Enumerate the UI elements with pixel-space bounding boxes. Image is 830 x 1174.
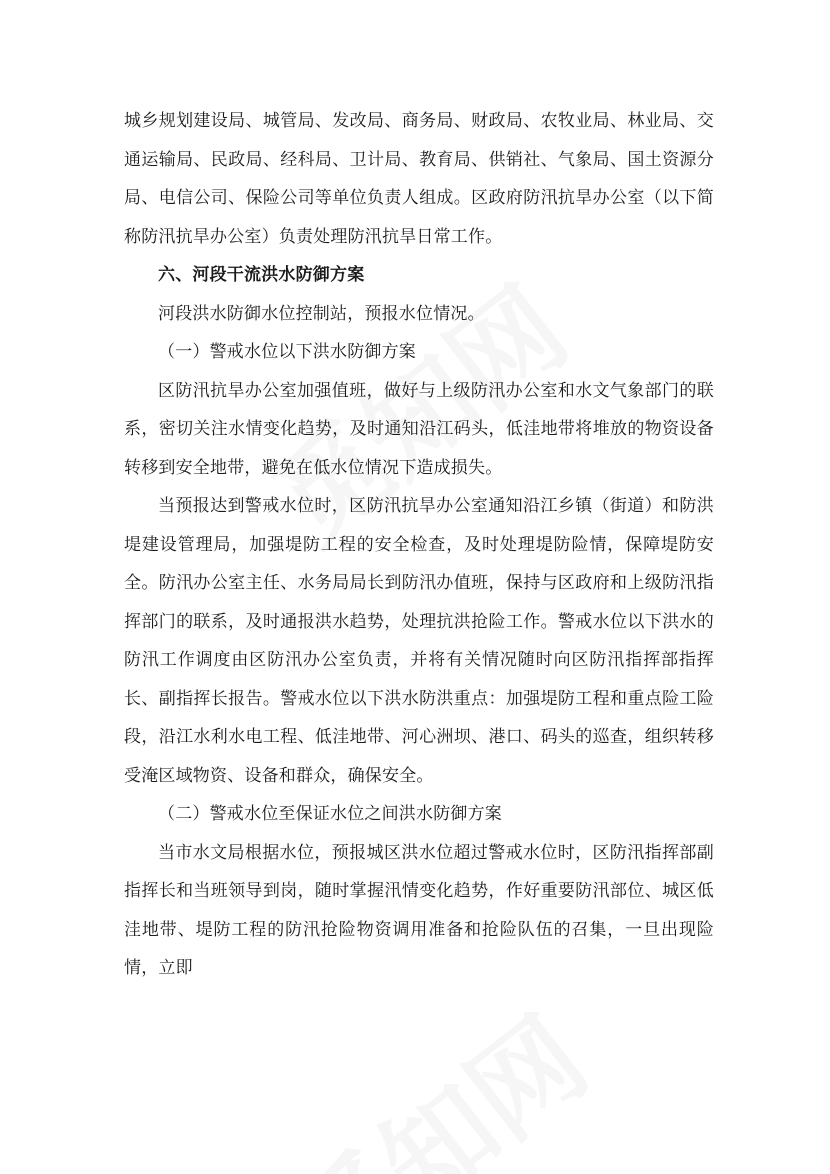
paragraph-org-members: 城乡规划建设局、城管局、发改局、商务局、财政局、农牧业局、林业局、交通运输局、民政局、经科局、卫计局、教育局、供销社、气象局、国土资源分局、电信公司、保险公司等单位负责人组成。区政府防汛抗旱办公室（以下简称防汛抗旱办公室）负责处理防汛抗旱日常工作。 <box>124 111 714 247</box>
paragraph-duty-office: 区防汛抗旱办公室加强值班，做好与上级防汛办公室和水文气象部门的联系，密切关注水情变化趋势，及时通知沿江码头，低洼地带将堆放的物资设备转移到安全地带，避免在低水位情况下造成损失。 <box>124 380 714 478</box>
section-heading-6: 六、河段干流洪水防御方案 <box>158 265 365 285</box>
subsection-heading-1: （一）警戒水位以下洪水防御方案 <box>158 342 416 362</box>
paragraph-warning-level: 当预报达到警戒水位时，区防汛抗旱办公室通知沿江乡镇（街道）和防洪堤建设管理局，加强堤防工程的安全检查，及时处理堤防险情，保障堤防安全。防汛办公室主任、水务局局长到防汛办值班，保持与区政府和上级防汛指挥部门的联系，及时通报洪水趋势，处理抗洪抢险工作。警戒水位以下洪水的防汛工作调度由区防汛办公室负责，并将有关情况随时向区防汛指挥部指挥长、副指挥长报告。警戒水位以下洪水防洪重点：加强堤防工程和重点险工险段，沿江水利水电工程、低洼地带、河心洲坝、港口、码头的巡查，组织转移受淹区域物资、设备和群众，确保安全。 <box>124 496 714 786</box>
document-body <box>124 102 714 988</box>
paragraph-control-station: 河段洪水防御水位控制站，预报水位情况。 <box>158 303 485 324</box>
subsection-heading-2: （二）警戒水位至保证水位之间洪水防御方案 <box>158 804 502 824</box>
watermark-logo <box>256 975 613 1174</box>
paragraph-forecast: 当市水文局根据水位，预报城区洪水位超过警戒水位时，区防汛指挥部副指挥长和当班领导到岗，随时掌握汛情变化趋势，作好重要防汛部位、城区低洼地带、堤防工程的防汛抢险物资调用准备和抢险队伍的召集，一旦出现险情，立即 <box>124 842 714 978</box>
